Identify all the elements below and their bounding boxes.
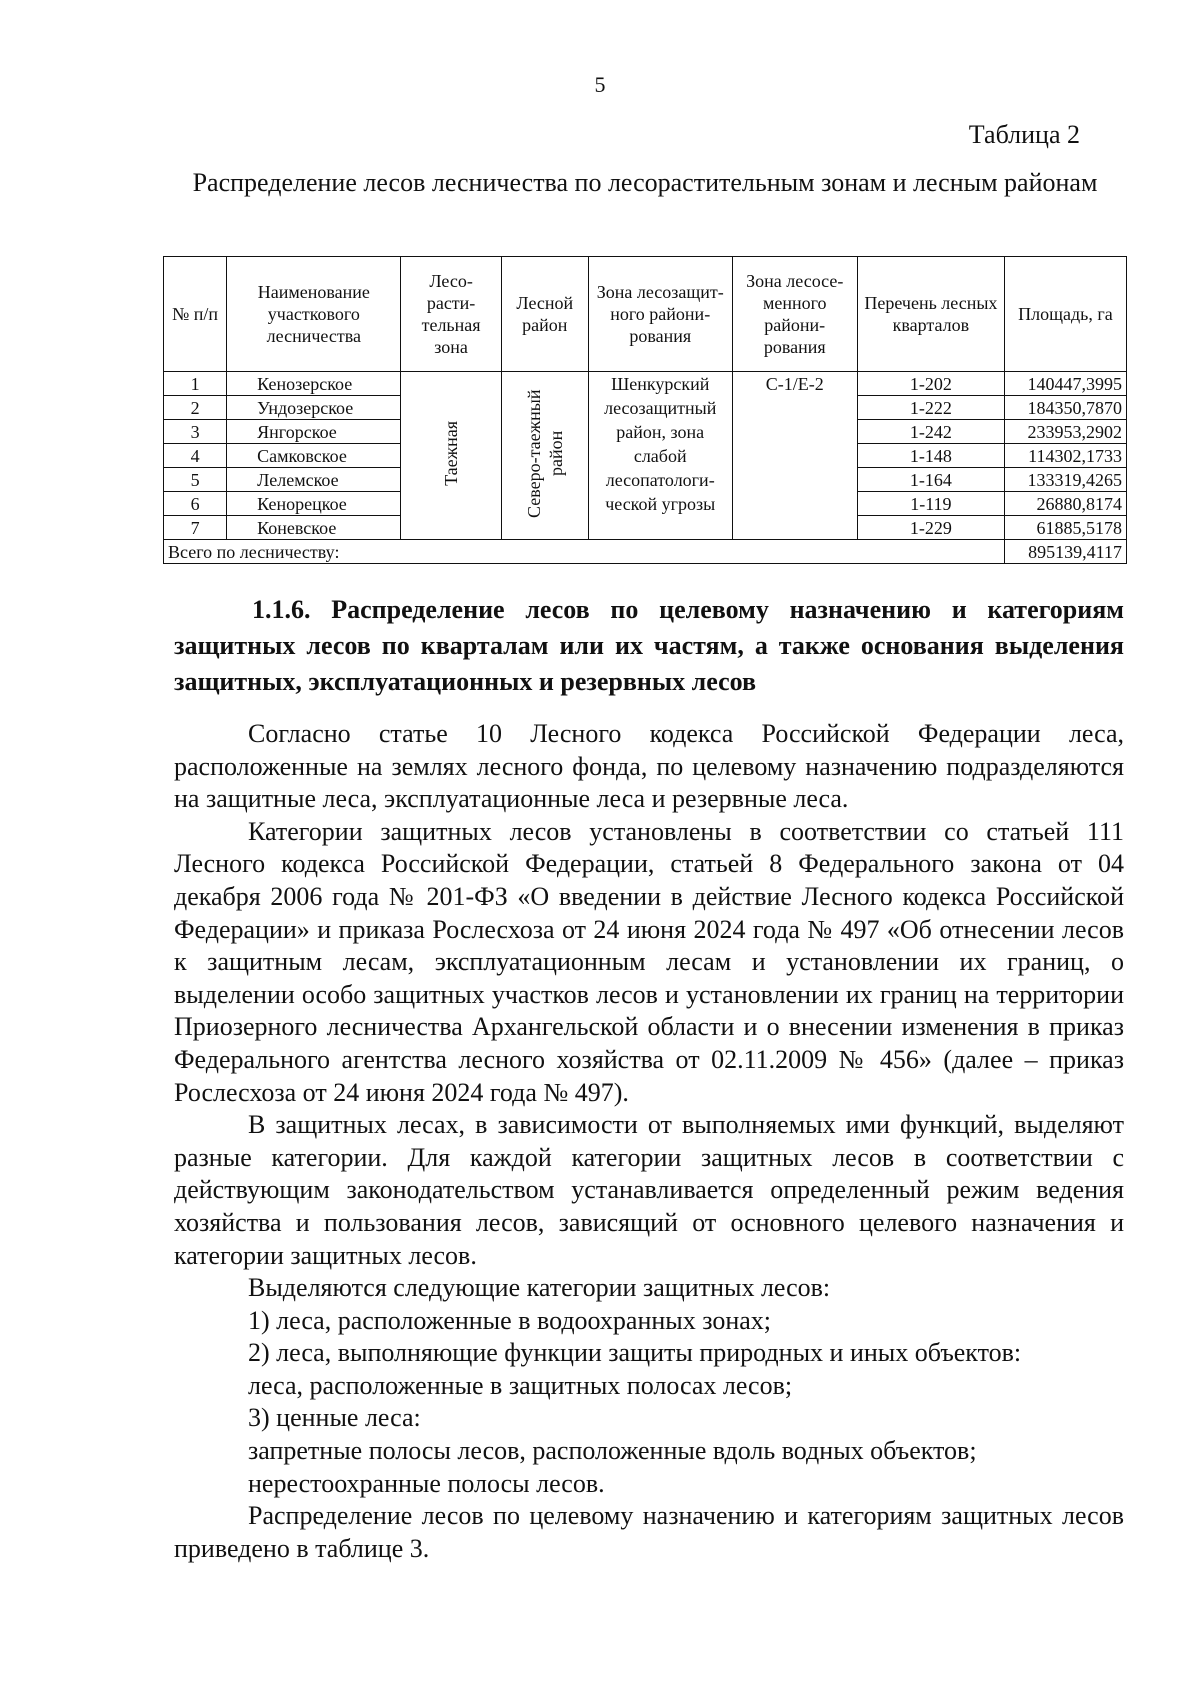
header-district: Лесной район xyxy=(501,257,588,372)
row-area: 233953,2902 xyxy=(1004,420,1126,444)
seed-zone-cell: С-1/Е-2 xyxy=(732,372,857,540)
row-quarters: 1-222 xyxy=(857,396,1004,420)
paragraph: Согласно статье 10 Лесного кодекса Российской Федерации леса, расположенные на землях лесного фонда, по целевому назначению подразделяются на защитные леса, эксплуатационные леса и резервные леса. xyxy=(174,719,1124,814)
row-quarters: 1-202 xyxy=(857,372,1004,396)
closing-paragraph: Распределение лесов по целевому назначению и категориям защитных лесов приведено в таблице 3. xyxy=(174,1501,1124,1563)
table-label: Таблица 2 xyxy=(968,120,1080,149)
row-num: 1 xyxy=(164,372,227,396)
row-name: Кенорецкое xyxy=(227,492,401,516)
header-name: Наименование участкового лесничества xyxy=(227,257,401,372)
list-item: леса, расположенные в защитных полосах лесов; xyxy=(248,1370,793,1400)
section-heading xyxy=(174,592,1124,700)
row-num: 4 xyxy=(164,444,227,468)
row-area: 61885,5178 xyxy=(1004,516,1126,540)
section-heading-text: 1.1.6. Распределение лесов по целевому назначению и категориям защитных лесов по кварталам или их частям, а также основания выделения защитных, эксплуатационных и резервных лесов xyxy=(174,595,1124,696)
header-protection-zone: Зона лесозащит- ного райони- рования xyxy=(588,257,732,372)
row-num: 7 xyxy=(164,516,227,540)
district-cell xyxy=(501,372,588,540)
header-zone: Лесо- расти- тельная зона xyxy=(401,257,501,372)
row-name: Ундозерское xyxy=(227,396,401,420)
total-row xyxy=(164,540,1127,564)
row-name: Лелемское xyxy=(227,468,401,492)
row-area: 140447,3995 xyxy=(1004,372,1126,396)
list-item: 1) леса, расположенные в водоохранных зонах; xyxy=(248,1305,772,1335)
row-num: 3 xyxy=(164,420,227,444)
row-quarters: 1-242 xyxy=(857,420,1004,444)
row-area: 114302,1733 xyxy=(1004,444,1126,468)
row-area: 133319,4265 xyxy=(1004,468,1126,492)
row-num: 5 xyxy=(164,468,227,492)
table-title: Распределение лесов лесничества по лесорастительным зонам и лесным районам xyxy=(192,168,1098,197)
list-item: нерестоохранные полосы лесов. xyxy=(248,1468,605,1498)
row-area: 26880,8174 xyxy=(1004,492,1126,516)
district-text: Северо-таежный район xyxy=(523,388,566,518)
row-quarters: 1-119 xyxy=(857,492,1004,516)
paragraph: В защитных лесах, в зависимости от выполняемых ими функций, выделяют разные категории. Для каждой категории защитных лесов в соответствии с действующим законодательством устанавливается определенный режим ведения хозяйства и пользования лесов, зависящий от основного целевого назначения и категории защитных лесов. xyxy=(174,1110,1124,1270)
paragraph: Категории защитных лесов установлены в соответствии со статьей 111 Лесного кодекса Российской Федерации, статьей 8 Федерального закона от 04 декабря 2006 года № 201-ФЗ «О введении в действие Лесного кодекса Российской Федерации» и приказа Рослесхоза от 24 июня 2024 года № 497 «Об отнесении лесов к защитным лесам, эксплуатационным лесам и установлении их границ, о выделении особо защитных участков лесов и установлении их границ на территории Приозерного лесничества Архангельской области и о внесении изменения в приказ Федерального агентства лесного хозяйства от 02.11.2009 № 456» (далее – приказ Рослесхоза от 24 июня 2024 года № 497). xyxy=(174,816,1124,1107)
row-num: 2 xyxy=(164,396,227,420)
zone-cell xyxy=(401,372,501,540)
page-number: 5 xyxy=(594,72,606,97)
total-area: 895139,4117 xyxy=(1004,540,1126,564)
list-item: запретные полосы лесов, расположенные вдоль водных объектов; xyxy=(248,1436,977,1466)
row-num: 6 xyxy=(164,492,227,516)
row-name: Янгорское xyxy=(227,420,401,444)
row-quarters: 1-229 xyxy=(857,516,1004,540)
row-name: Самковское xyxy=(227,444,401,468)
header-quarters: Перечень лесных кварталов xyxy=(857,257,1004,372)
list-item: 2) леса, выполняющие функции защиты природных и иных объектов: xyxy=(248,1338,1022,1368)
row-name: Кенозерское xyxy=(227,372,401,396)
row-name: Коневское xyxy=(227,516,401,540)
row-area: 184350,7870 xyxy=(1004,396,1126,420)
protection-zone-cell: Шенкурский лесозащитный район, зона слабой лесопатологи- ческой угрозы xyxy=(588,372,732,540)
table-row xyxy=(164,372,1127,396)
header-num: № п/п xyxy=(164,257,227,372)
row-quarters: 1-164 xyxy=(857,468,1004,492)
total-label: Всего по лесничеству: xyxy=(164,540,1005,564)
forest-distribution-table xyxy=(163,256,1127,564)
list-intro: Выделяются следующие категории защитных лесов: xyxy=(248,1273,831,1303)
zone-text: Таежная xyxy=(441,420,462,486)
body-text xyxy=(174,718,1124,1565)
header-area: Площадь, га xyxy=(1004,257,1126,372)
row-quarters: 1-148 xyxy=(857,444,1004,468)
list-item: 3) ценные леса: xyxy=(248,1403,421,1433)
header-seed-zone: Зона лесосе- менного райони- рования xyxy=(732,257,857,372)
